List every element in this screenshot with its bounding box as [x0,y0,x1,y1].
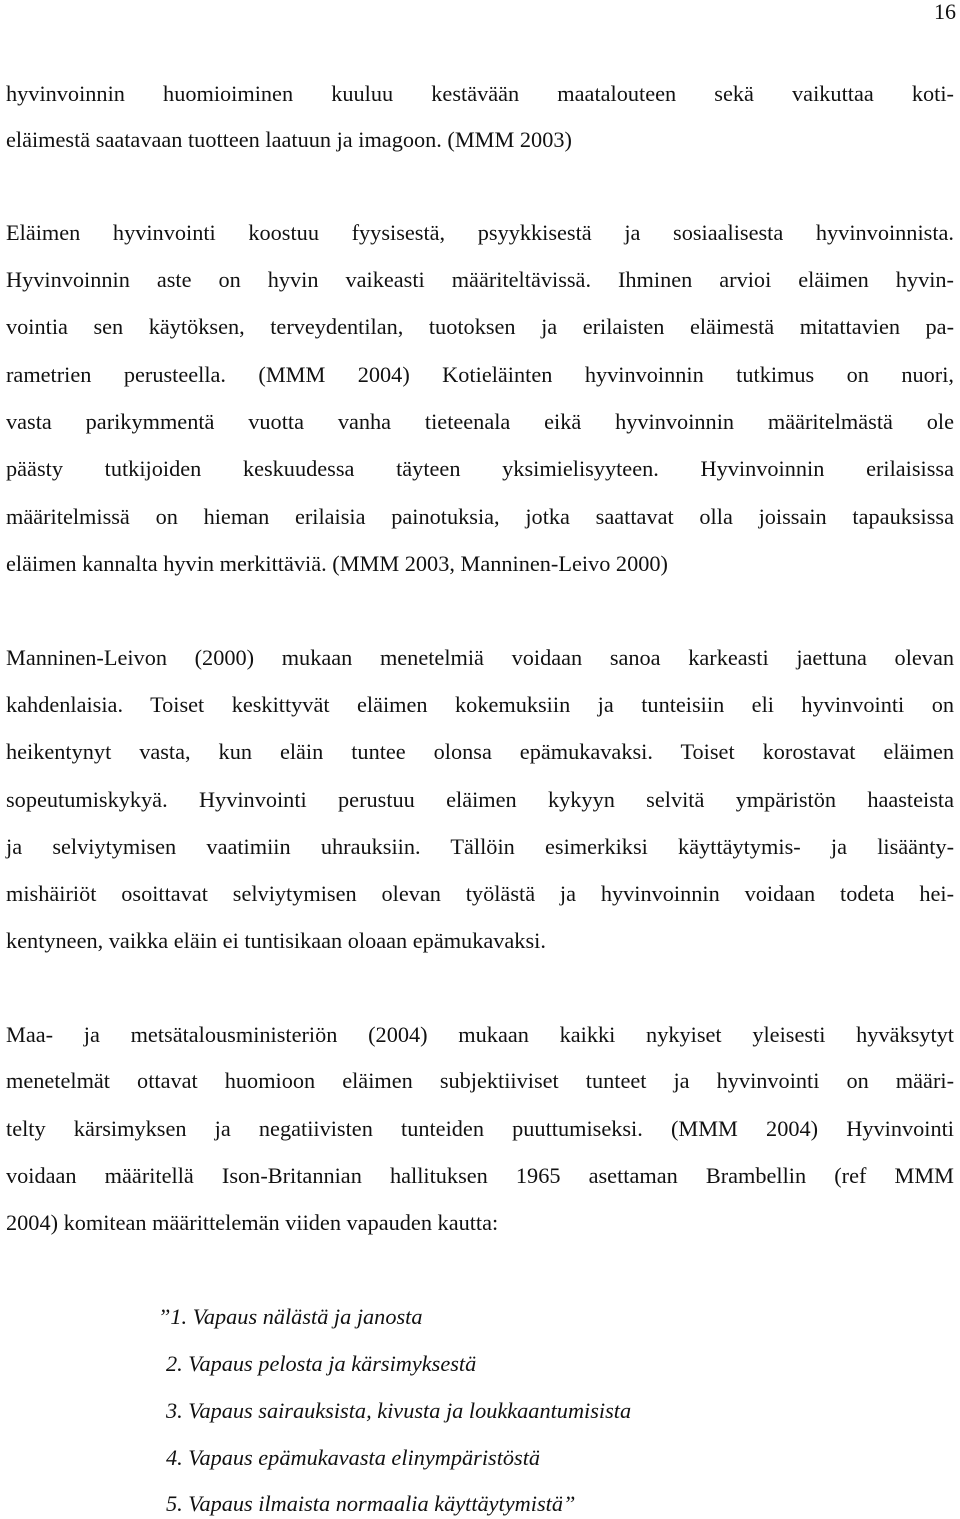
text-line: voidaan määritellä Ison-Britannian hallituksen 1965 asettaman Brambellin (ref MMM [6,1163,954,1188]
text-line: telty kärsimyksen ja negatiivisten tunteiden puuttumiseksi. (MMM 2004) Hyvinvointi [6,1116,954,1141]
text-line: Hyvinvoinnin aste on hyvin vaikeasti määriteltävissä. Ihminen arvioi eläimen hyvin- [6,267,954,292]
text-line: eläimestä saatavaan tuotteen laatuun ja imagoon. (MMM 2003) [6,127,572,152]
text-line: vointia sen käytöksen, terveydentilan, tuotoksen ja erilaisten eläimestä mitattavien pa- [6,314,954,339]
list-item: ”1. Vapaus nälästä ja janosta [158,1304,423,1329]
text-line: kentyneen, vaikka eläin ei tuntisikaan oloaan epämukavaksi. [6,928,546,953]
text-line: menetelmät ottavat huomioon eläimen subjektiiviset tunteet ja hyvinvointi on määri- [6,1068,954,1093]
list-item: 5. Vapaus ilmaista normaalia käyttäytymistä” [166,1491,576,1516]
text-line: rametrien perusteella. (MMM 2004) Kotieläinten hyvinvoinnin tutkimus on nuori, [6,362,954,387]
page-number: 16 [934,0,956,24]
text-line: sopeutumiskykyä. Hyvinvointi perustuu eläimen kykyyn selvitä ympäristön haasteista [6,787,954,812]
text-line: Maa- ja metsätalousministeriön (2004) mukaan kaikki nykyiset yleisesti hyväksytyt [6,1022,954,1047]
text-line: kahdenlaisia. Toiset keskittyvät eläimen kokemuksiin ja tunteisiin eli hyvinvointi on [6,692,954,717]
list-item: 3. Vapaus sairauksista, kivusta ja loukkaantumisista [166,1398,632,1423]
text-line: eläimen kannalta hyvin merkittäviä. (MMM 2003, Manninen-Leivo 2000) [6,551,668,576]
text-line: vasta parikymmentä vuotta vanha tieteenala eikä hyvinvoinnin määritelmästä ole [6,409,954,434]
text-line: ja selviytymisen vaatimiin uhrauksiin. Tällöin esimerkiksi käyttäytymis- ja lisäänty- [6,834,954,859]
list-item: 4. Vapaus epämukavasta elinympäristöstä [166,1445,541,1470]
text-line: hyvinvoinnin huomioiminen kuuluu kestävään maatalouteen sekä vaikuttaa koti- [6,81,954,106]
text-line: mishäiriöt osoittavat selviytymisen olevan työlästä ja hyvinvoinnin voidaan todeta hei- [6,881,954,906]
text-line: päästy tutkijoiden keskuudessa täyteen yksimielisyyteen. Hyvinvoinnin erilaisissa [6,456,954,481]
text-line: Eläimen hyvinvointi koostuu fyysisestä, psyykkisestä ja sosiaalisesta hyvinvoinnista. [6,220,954,245]
text-line: määritelmissä on hieman erilaisia painotuksia, jotka saattavat olla joissain tapauksissa [6,504,954,529]
text-line: Manninen-Leivon (2000) mukaan menetelmiä voidaan sanoa karkeasti jaettuna olevan [6,645,954,670]
text-line: 2004) komitean määrittelemän viiden vapauden kautta: [6,1210,499,1235]
text-line: heikentynyt vasta, kun eläin tuntee olonsa epämukavaksi. Toiset korostavat eläimen [6,739,954,764]
list-item: 2. Vapaus pelosta ja kärsimyksestä [166,1351,477,1376]
